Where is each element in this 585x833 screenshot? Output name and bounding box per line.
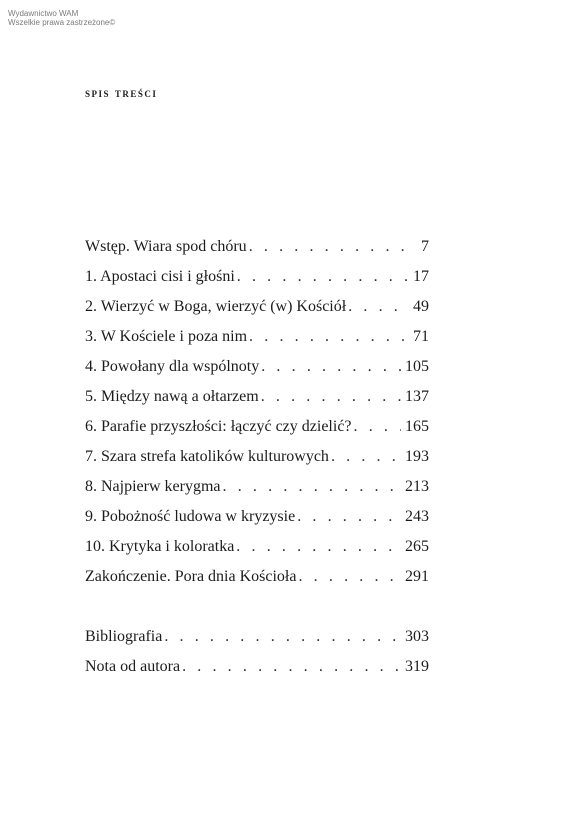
toc-entry-chapter-2[interactable] <box>85 292 429 322</box>
toc-entry-title: Wstęp. Wiara spod chóru <box>85 238 247 255</box>
toc-dot-leader <box>236 532 401 562</box>
toc-entry-page: 193 <box>405 448 429 465</box>
toc-entry-chapter-9[interactable] <box>85 502 429 532</box>
toc-entry-introduction[interactable] <box>85 232 429 262</box>
toc-entry-page: 213 <box>405 478 429 495</box>
toc-entry-chapter-1[interactable] <box>85 262 429 292</box>
toc-dot-leader <box>182 652 401 682</box>
table-of-contents <box>85 232 429 682</box>
toc-dot-leader <box>298 562 401 592</box>
toc-dot-leader <box>297 502 401 532</box>
toc-entry-page: 291 <box>405 568 429 585</box>
toc-entry-title: Zakończenie. Pora dnia Kościoła <box>85 568 297 585</box>
toc-entry-title: 5. Między nawą a ołtarzem <box>85 388 259 405</box>
watermark-rights: Wszelkie prawa zastrzeżone© <box>8 18 116 27</box>
toc-entry-chapter-5[interactable] <box>85 382 429 412</box>
toc-entry-page: 265 <box>405 538 429 555</box>
toc-dot-leader <box>237 262 409 292</box>
toc-entry-conclusion[interactable] <box>85 562 429 592</box>
toc-entry-page: 49 <box>413 298 429 315</box>
toc-entry-page: 243 <box>405 508 429 525</box>
toc-entry-title: 8. Najpierw kerygma <box>85 478 221 495</box>
toc-entry-title: 9. Pobożność ludowa w kryzysie <box>85 508 296 525</box>
toc-entry-title: 4. Powołany dla wspólnoty <box>85 358 260 375</box>
toc-entry-chapter-3[interactable] <box>85 322 429 352</box>
toc-dot-leader <box>261 352 401 382</box>
toc-entry-page: 105 <box>405 358 429 375</box>
toc-entry-page: 71 <box>413 328 429 345</box>
toc-entry-title: 1. Apostaci cisi i głośni <box>85 268 235 285</box>
toc-entry-title: 6. Parafie przyszłości: łączyć czy dzielić? <box>85 418 352 435</box>
page-title: spis treści <box>85 85 158 100</box>
toc-entry-title: 3. W Kościele i poza nim <box>85 328 248 345</box>
toc-entry-page: 319 <box>405 658 429 675</box>
toc-dot-leader <box>249 232 413 262</box>
toc-entry-page: 137 <box>405 388 429 405</box>
toc-entry-title: 2. Wierzyć w Boga, wierzyć (w) Kościół <box>85 298 347 315</box>
toc-entry-author-note[interactable] <box>85 652 429 682</box>
toc-entry-page: 7 <box>421 238 429 255</box>
toc-dot-leader <box>348 292 409 322</box>
watermark <box>8 9 115 27</box>
toc-dot-leader <box>223 472 401 502</box>
toc-dot-leader <box>164 622 401 652</box>
toc-entry-title: Nota od autora <box>85 658 181 675</box>
toc-entry-chapter-10[interactable] <box>85 532 429 562</box>
toc-entry-chapter-4[interactable] <box>85 352 429 382</box>
toc-entry-title: Bibliografia <box>85 628 163 645</box>
toc-dot-leader <box>261 382 401 412</box>
toc-entry-bibliography[interactable] <box>85 622 429 652</box>
toc-entry-chapter-8[interactable] <box>85 472 429 502</box>
toc-entry-page: 17 <box>413 268 429 285</box>
toc-dot-leader <box>354 412 401 442</box>
toc-entry-chapter-7[interactable] <box>85 442 429 472</box>
toc-dot-leader <box>249 322 409 352</box>
toc-entry-title: 10. Krytyka i koloratka <box>85 538 235 555</box>
toc-entry-page: 165 <box>405 418 429 435</box>
toc-dot-leader <box>331 442 401 472</box>
toc-entry-page: 303 <box>405 628 429 645</box>
watermark-publisher: Wydawnictwo WAM <box>8 9 79 18</box>
toc-entry-chapter-6[interactable] <box>85 412 429 442</box>
toc-entry-title: 7. Szara strefa katolików kulturowych <box>85 448 329 465</box>
toc-section-gap <box>85 592 429 622</box>
